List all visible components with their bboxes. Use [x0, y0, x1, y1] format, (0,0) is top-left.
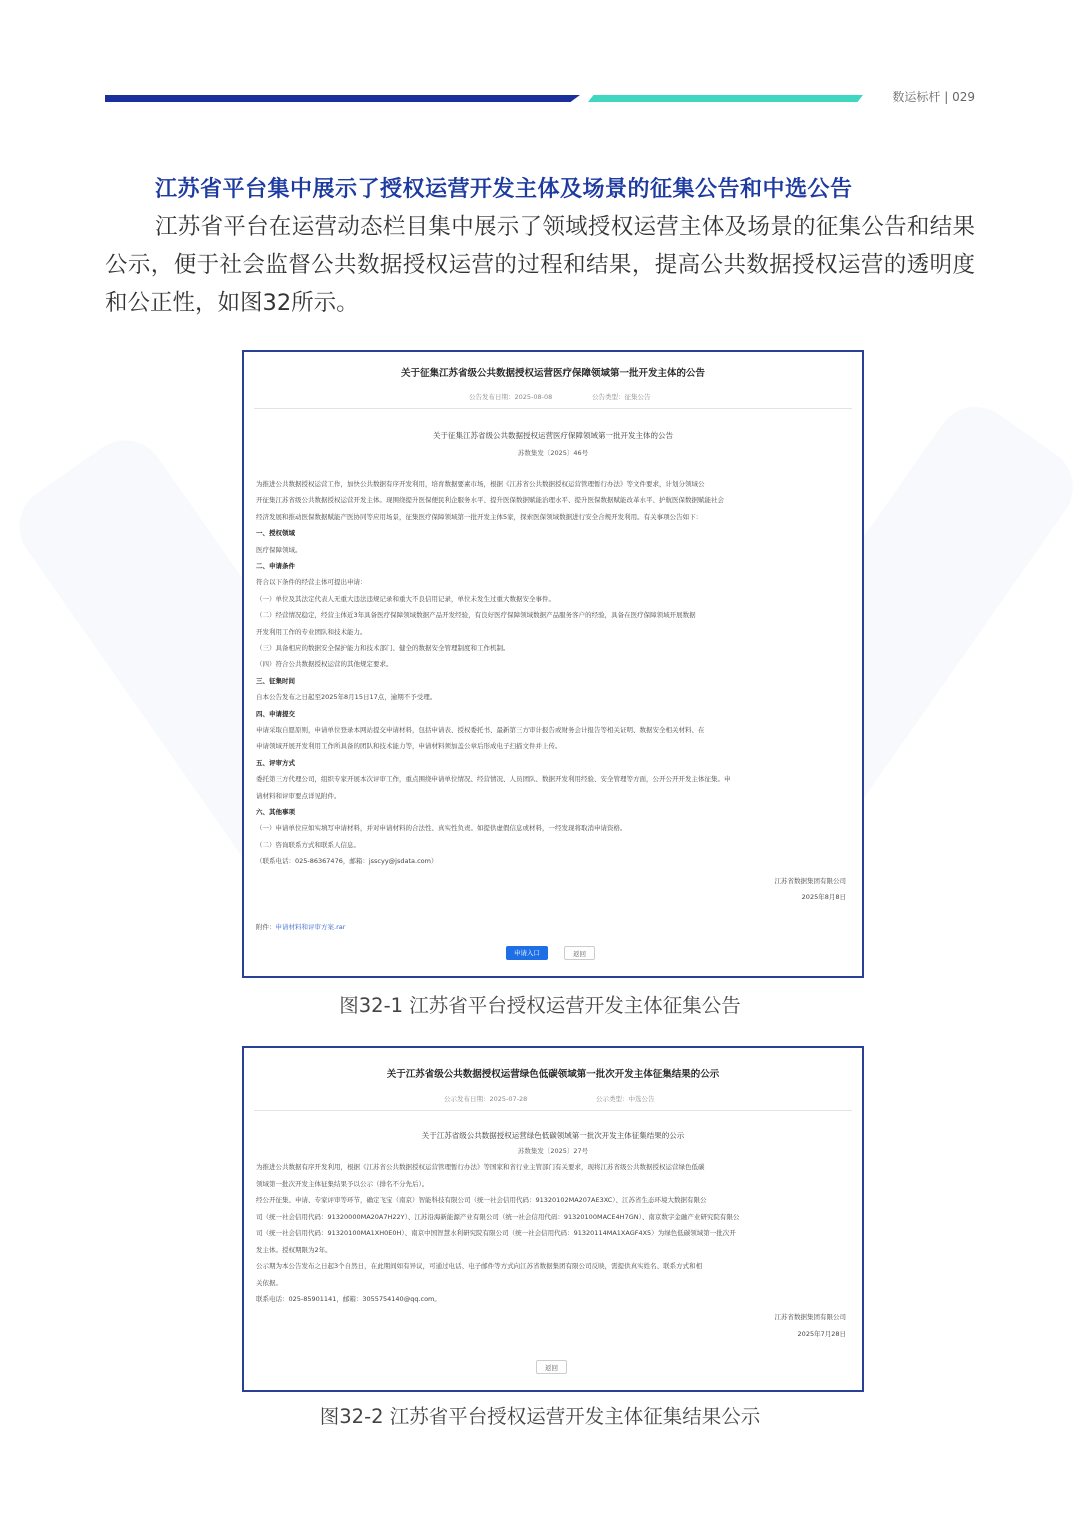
back-button[interactable]: 返回 — [564, 946, 595, 960]
body-line: 发主体。授权期限为2年。 — [256, 1245, 332, 1254]
body-line: （三）具备相应的数据安全保护能力和技术部门、健全的数据安全管理制度和工作机制。 — [256, 644, 510, 652]
attachment-label: 附件： — [256, 923, 276, 931]
body-line: 自本公告发布之日起至2025年8月15日17点，逾期不予受理。 — [256, 693, 437, 702]
signer: 江苏省数据集团有限公司 — [774, 877, 846, 885]
sign-date: 2025年7月28日 — [797, 1330, 846, 1338]
attachment-row — [256, 922, 345, 931]
body-line: 联系电话：025-85901141，邮箱：3055754140@qq.com。 — [256, 1295, 441, 1303]
body-line: 司（统一社会信用代码：91320100MA1XH0E0H）、南京中国智慧水利研究院有限公司（统一社会信用代码：91320114MA1XAGF4X5）为绿色低碳领域第一批次开 — [256, 1229, 736, 1237]
body-line: 司（统一社会信用代码：91320000MA20A7H22Y）、江苏沿海新能源产业有限公司（统一社会信用代码：91320100MACE4H7GN）、南京数字金融产业研究院有限公 — [256, 1212, 740, 1221]
doc-number: 苏数集发〔2025〕27号 — [517, 1147, 589, 1155]
section-title: 六、其他事项 — [256, 808, 295, 816]
body-line: 委托第三方代理公司，组织专家开展本次评审工作，重点围绕申请单位情况、经营情况、人员团队、数据开发利用经验、安全管理等方面，公开公开开发主体征集。申 — [256, 775, 731, 784]
body-line: 请材料和评审要点详见附件。 — [256, 791, 341, 800]
body-line: 公示期为本公告发布之日起3个自然日，在此期间如有异议，可通过电话、电子邮件等方式向江苏省数据集团有限公司反映，需提供真实姓名、联系方式和相 — [256, 1262, 703, 1270]
section-title: 四、申请提交 — [256, 709, 295, 718]
section-title: 三、征集时间 — [256, 676, 295, 685]
notice-type: 公告类型：征集公告 — [592, 393, 651, 401]
body-line: 申请采取自愿原则，申请单位登录本网站提交申请材料，包括申请表、授权委托书、最新第三方审计报告或财务会计报告等相关证明、数据安全相关材料、在 — [256, 726, 705, 734]
body-line: 关依据。 — [256, 1278, 282, 1287]
body-line: （一）申请单位应如实填写申请材料，并对申请材料的合法性、真实性负责。如提供虚假信息或材料，一经发现将取消申请资格。 — [256, 824, 627, 833]
figure-2-caption: 图32-2 江苏省平台授权运营开发主体征集结果公示 — [319, 1405, 761, 1428]
body-line: 开发利用工作的专业团队和技术能力。 — [256, 627, 367, 636]
notice-type: 公示类型：中选公告 — [596, 1095, 655, 1103]
body-line: （联系电话：025-86367476，邮箱：jsscyy@jsdata.com） — [256, 857, 438, 866]
body-line: 开征集江苏省级公共数据授权运营开发主体。现围绕提升医保便民利企服务水平、提升医保数据赋能治理水平、提升医保数据赋能改革水平、护航医保数据赋能社会 — [256, 496, 724, 505]
body-line: 领域第一批次开发主体征集结果予以公示（排名不分先后）。 — [256, 1179, 429, 1188]
body-line: （二）咨询联系方式和联系人信息。 — [256, 840, 360, 849]
body-line: 符合以下条件的经营主体可提出申请： — [256, 578, 367, 587]
body-line: （一）单位及其法定代表人无重大违法违规记录和重大不良信用记录，单位未发生过重大数据安全事件。 — [256, 594, 555, 603]
header-bar-teal — [588, 95, 863, 102]
body-line: 为推进公共数据授权运营工作，加快公共数据有序开发利用，培育数据要素市场，根据《江苏省公共数据授权运营管理暂行办法》等文件要求，计划分领域公 — [256, 480, 705, 488]
body-line: 申请领域开展开发利用工作所具备的团队和技术能力等，申请材料须加盖公章后形成电子扫描文件并上传。 — [256, 742, 562, 751]
figure-1-screenshot — [242, 350, 864, 978]
notice-page-title: 关于征集江苏省级公共数据授权运营医疗保障领域第一批开发主体的公告 — [400, 368, 705, 379]
page-number-label: 数运标杆 | 029 — [892, 90, 975, 104]
back-button[interactable]: 返回 — [536, 1360, 567, 1374]
section-title: 一、授权领域 — [256, 529, 295, 538]
signer: 江苏省数据集团有限公司 — [774, 1313, 846, 1321]
doc-number: 苏数集发〔2025〕46号 — [517, 449, 589, 457]
apply-button[interactable]: 申请入口 — [506, 946, 548, 960]
publish-date: 公示发布日期：2025-07-28 — [444, 1095, 528, 1103]
publish-date: 公告发布日期：2025-08-08 — [469, 393, 553, 401]
body-line: （四）符合公共数据授权运营的其他规定要求。 — [256, 660, 393, 669]
figure-1-caption: 图32-1 江苏省平台授权运营开发主体征集公告 — [339, 994, 741, 1017]
section-title: 五、评审方式 — [256, 758, 295, 767]
section-paragraph: 江苏省平台在运营动态栏目集中展示了领域授权运营主体及场景的征集公告和结果公示，便于社会监督公共数据授权运营的过程和结果，提高公共数据授权运营的透明度和公正性，如图32所示。 — [105, 214, 975, 316]
body-line: 经公开征集、申请、专家评审等环节，确定飞宝（南京）智能科技有限公司（统一社会信用代码：91320102MA207AE3XC）、江苏省生态环境大数据有限公 — [256, 1196, 707, 1204]
doc-title: 关于征集江苏省级公共数据授权运营医疗保障领域第一批开发主体的公告 — [433, 431, 673, 440]
notice-page-title: 关于江苏省级公共数据授权运营绿色低碳领域第一批次开发主体征集结果的公示 — [386, 1069, 720, 1080]
body-line: 为推进公共数据有序开发利用，根据《江苏省公共数据授权运营管理暂行办法》等国家和省行业主管部门有关要求，现将江苏省级公共数据授权运营绿色低碳 — [256, 1163, 705, 1171]
header-bar-blue — [105, 95, 580, 102]
sign-date: 2025年8月8日 — [801, 893, 846, 901]
section-heading: 江苏省平台集中展示了授权运营开发主体及场景的征集公告和中选公告 — [155, 177, 853, 202]
body-line: （二）经营情况稳定，经营主体近3年具备医疗保障领域数据产品开发经验，有良好医疗保障领域数据产品服务客户的经验，具备在医疗保障领域开展数据 — [256, 611, 696, 620]
section-title: 二、申请条件 — [256, 562, 295, 570]
attachment-link[interactable]: 申请材料和评审方案.rar — [275, 923, 346, 931]
divider — [254, 408, 852, 409]
doc-title: 关于江苏省级公共数据授权运营绿色低碳领域第一批次开发主体征集结果的公示 — [421, 1131, 685, 1140]
divider — [254, 1110, 852, 1111]
body-line: 医疗保障领域。 — [256, 545, 302, 554]
body-line: 经济发展和推动医保数据赋能产医协同等应用场景，征集医疗保障领域第一批开发主体5家，探索医保领域数据进行安全合规开发利用。有关事项公告如下： — [256, 512, 703, 521]
figure-2-screenshot — [242, 1046, 864, 1392]
